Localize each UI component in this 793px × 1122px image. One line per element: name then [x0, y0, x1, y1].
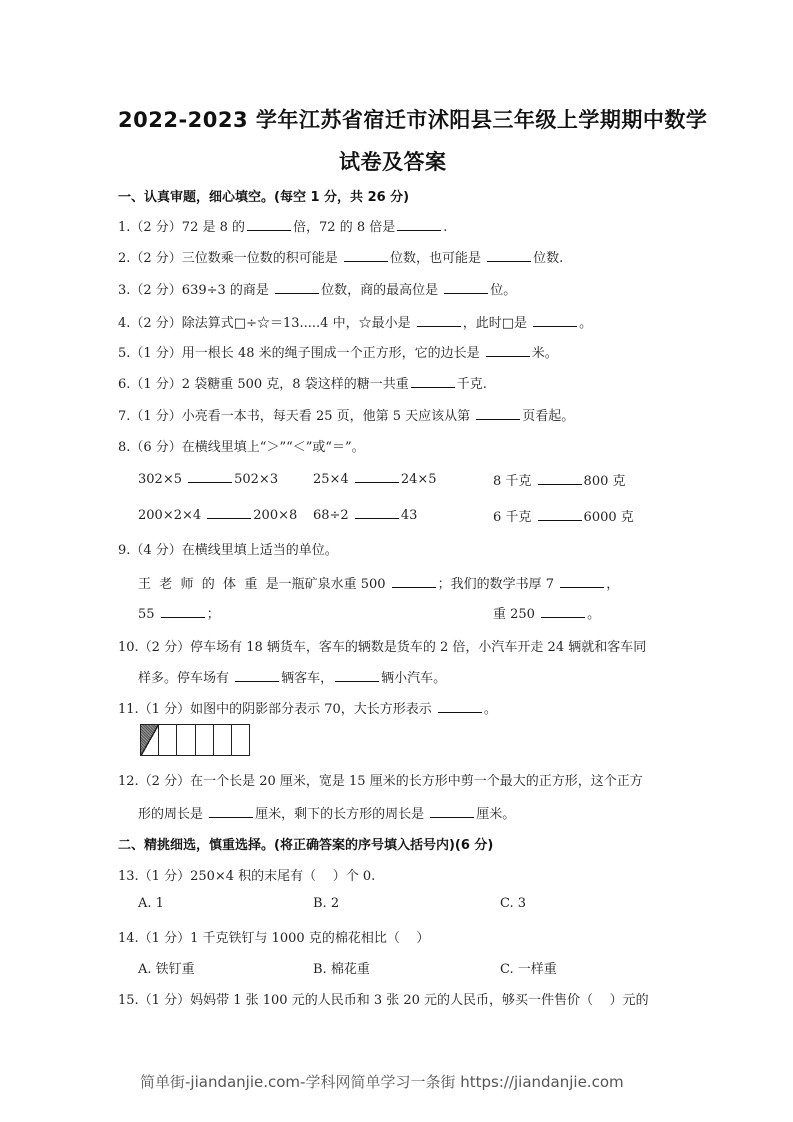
- answer-blank[interactable]: [397, 218, 441, 231]
- q5-text-b: 米。: [531, 346, 558, 361]
- q9-text: ；: [206, 607, 220, 622]
- q1-text-b: 倍，72 的 8 倍是: [293, 220, 396, 235]
- footer-watermark: 简单街-jiandanjie.com-学科网简单学习一条街 https://jiandanjie.com: [140, 1073, 624, 1091]
- q9-text: 55: [138, 607, 159, 622]
- question-7: [118, 405, 574, 424]
- q9-text: ；我们的数学书厚 7: [437, 577, 559, 592]
- q8-item-4: [138, 506, 297, 523]
- question-15: 15.（1 分）妈妈带 1 张 100 元的人民币和 3 张 20 元的人民币，够买一件售价（ ）元的: [118, 993, 649, 1008]
- answer-blank[interactable]: [161, 605, 205, 618]
- q6-text-a: 6.（1 分）2 袋糖重 500 克，8 袋这样的糖一共重: [118, 377, 409, 392]
- question-9: 9.（4 分）在横线里填上适当的单位。: [118, 543, 338, 558]
- q8-right: 200×8: [253, 508, 298, 523]
- q4-text-a: 4.（2 分）除法算式□÷☆＝13.....4 中，☆最小是: [118, 316, 415, 331]
- q8-item-2: [313, 470, 437, 487]
- q8-item-6: [493, 506, 634, 525]
- q8-item-3: [493, 470, 626, 489]
- question-13: 13.（1 分）250×4 积的末尾有（ ）个 0.: [118, 869, 376, 884]
- q3-text-a: 3.（2 分）639÷3 的商是: [118, 283, 274, 298]
- answer-blank[interactable]: [344, 249, 388, 262]
- answer-blank[interactable]: [430, 805, 474, 818]
- q8-right: 800 克: [583, 474, 626, 489]
- q8-right: 502×3: [234, 472, 279, 487]
- question-1: [118, 216, 447, 235]
- answer-blank[interactable]: [444, 281, 488, 294]
- q13-option-b[interactable]: B. 2: [313, 896, 340, 911]
- q9-row2-right: [493, 603, 600, 622]
- question-6: [118, 373, 487, 392]
- q9-text: 。: [587, 607, 601, 622]
- q9-row2-left: [138, 603, 220, 622]
- answer-blank[interactable]: [247, 218, 291, 231]
- answer-blank[interactable]: [335, 669, 379, 682]
- q12-text: 厘米。: [476, 807, 516, 822]
- answer-blank[interactable]: [438, 700, 482, 713]
- q4-text-c: 。: [579, 316, 593, 331]
- question-10-line2: [138, 667, 446, 686]
- q9-text: 王 老 师 的 体 重 是一瓶矿泉水重 500: [138, 577, 390, 592]
- answer-blank[interactable]: [411, 375, 455, 388]
- doc-title-line2: 试卷及答案: [339, 150, 447, 174]
- q11-text: 11.（1 分）如图中的阴影部分表示 70，大长方形表示: [118, 702, 436, 717]
- q9-text: ，: [606, 577, 620, 592]
- question-8: [118, 436, 365, 455]
- answer-blank[interactable]: [487, 249, 531, 262]
- figure-cell: [176, 725, 194, 755]
- rectangle-figure: [140, 724, 250, 756]
- answer-blank[interactable]: [560, 575, 604, 588]
- q5-text-a: 5.（1 分）用一根长 48 米的绳子围成一个正方形，它的边长是: [118, 346, 484, 361]
- q8-right: 43: [400, 508, 418, 523]
- q13-option-a[interactable]: A. 1: [138, 896, 164, 911]
- question-12-line1: 12.（2 分）在一个长是 20 厘米，宽是 15 厘米的长方形中剪一个最大的正方形，这个正方: [118, 774, 643, 789]
- question-12-line2: [138, 803, 515, 822]
- q2-text-a: 2.（2 分）三位数乘一位数的积可能是: [118, 251, 342, 266]
- q9-text: 重 250: [493, 607, 540, 622]
- figure-cell: [231, 725, 249, 755]
- section2-heading: 二、精挑细选，慎重选择。(将正确答案的序号填入括号内)(6 分): [118, 838, 494, 853]
- question-11: [118, 698, 497, 717]
- shaded-cell: [141, 725, 158, 755]
- answer-blank[interactable]: [533, 314, 577, 327]
- q10-text: 辆客车，: [281, 671, 334, 686]
- q3-text-b: 位数，商的最高位是: [321, 283, 443, 298]
- answer-blank[interactable]: [355, 506, 399, 519]
- question-4: [118, 312, 592, 331]
- answer-blank[interactable]: [538, 472, 582, 485]
- q14-option-b[interactable]: B. 棉花重: [313, 962, 370, 977]
- q12-text: 厘米，剩下的长方形的周长是: [255, 807, 429, 822]
- q2-text-c: 位数.: [533, 251, 564, 266]
- q11-text: 。: [483, 702, 497, 717]
- q13-option-c[interactable]: C. 3: [500, 896, 527, 911]
- q8-left: 68÷2: [313, 508, 353, 523]
- question-14: 14.（1 分）1 千克铁钉与 1000 克的棉花相比（ ）: [118, 931, 430, 946]
- answer-blank[interactable]: [392, 575, 436, 588]
- q12-text: 形的周长是: [138, 807, 208, 822]
- question-10-line1: 10.（2 分）停车场有 18 辆货车，客车的辆数是货车的 2 倍，小汽车开走 24 辆就和客车同: [118, 640, 647, 655]
- q2-text-b: 位数，也可能是: [389, 251, 486, 266]
- answer-blank[interactable]: [417, 314, 461, 327]
- answer-blank[interactable]: [235, 669, 279, 682]
- figure-cell: [213, 725, 231, 755]
- q14-option-c[interactable]: C. 一样重: [500, 962, 557, 977]
- doc-title-line1: 2022-2023 学年江苏省宿迁市沭阳县三年级上学期期中数学: [118, 108, 708, 132]
- q8-left: 25×4: [313, 472, 353, 487]
- q1-text-a: 1.（2 分）72 是 8 的: [118, 220, 246, 235]
- answer-blank[interactable]: [538, 508, 582, 521]
- answer-blank[interactable]: [541, 605, 585, 618]
- diagonal-line: [141, 725, 158, 755]
- answer-blank[interactable]: [209, 805, 253, 818]
- figure-cell: [195, 725, 213, 755]
- q3-text-c: 位。: [490, 283, 517, 298]
- q1-text-c: .: [443, 220, 448, 235]
- answer-blank[interactable]: [188, 470, 232, 483]
- q8-left: 200×2×4: [138, 508, 206, 523]
- answer-blank[interactable]: [275, 281, 319, 294]
- q8-left: 6 千克: [493, 510, 536, 525]
- question-5: [118, 342, 558, 361]
- q8-left: 8 千克: [493, 474, 536, 489]
- q4-text-b: ，此时□是: [462, 316, 532, 331]
- answer-blank[interactable]: [486, 344, 530, 357]
- section1-heading: 一、认真审题，细心填空。(每空 1 分，共 26 分): [118, 190, 410, 205]
- answer-blank[interactable]: [207, 506, 251, 519]
- q8-left: 302×5: [138, 472, 187, 487]
- q6-text-b: 千克.: [456, 377, 487, 392]
- q8-item-1: [138, 470, 278, 487]
- answer-blank[interactable]: [355, 470, 399, 483]
- figure-cell: [158, 725, 176, 755]
- q14-option-a[interactable]: A. 铁钉重: [138, 962, 195, 977]
- question-3: [118, 279, 516, 298]
- question-2: [118, 247, 563, 266]
- q8-right: 6000 克: [583, 510, 634, 525]
- q10-text: 辆小汽车。: [381, 671, 447, 686]
- answer-blank[interactable]: [476, 407, 520, 420]
- q10-text: 样多。停车场有: [138, 671, 234, 686]
- q7-text-b: 页看起。: [522, 409, 575, 424]
- q8-text: 8.（6 分）在横线里填上“＞”“＜”或“＝”。: [118, 440, 365, 455]
- q7-text-a: 7.（1 分）小亮看一本书，每天看 25 页，他第 5 天应该从第: [118, 409, 475, 424]
- q9-row1-left: [138, 573, 619, 592]
- q8-right: 24×5: [400, 472, 437, 487]
- q8-item-5: [313, 506, 417, 523]
